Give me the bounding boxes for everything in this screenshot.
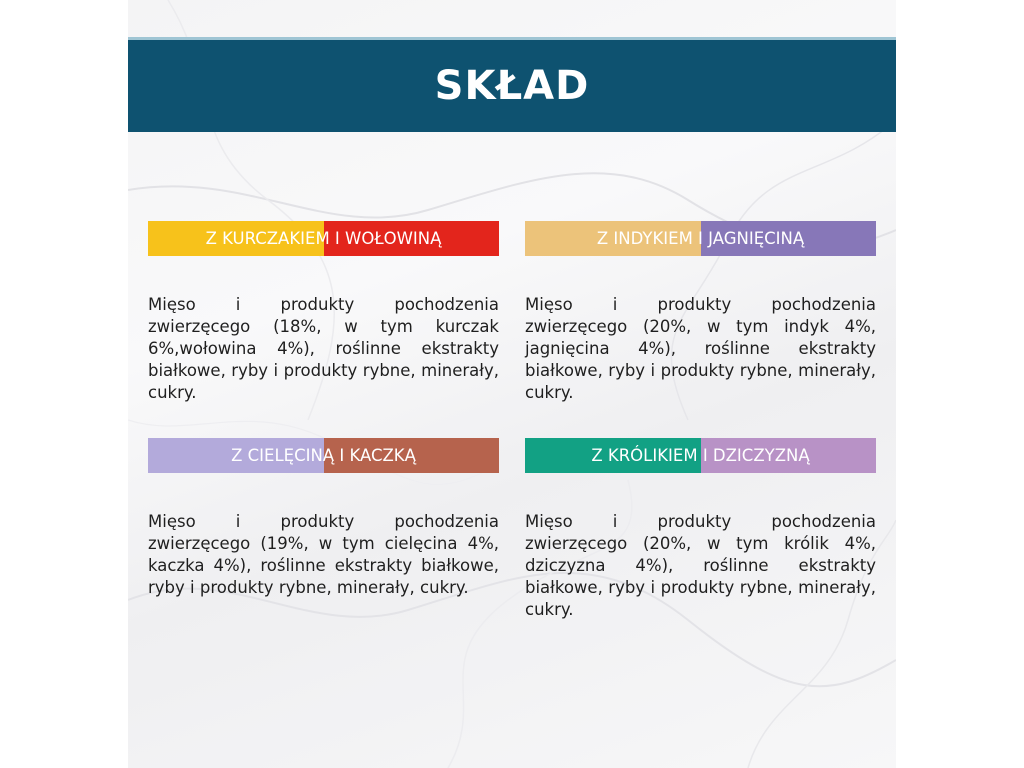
- section-description: Mięso i produkty pochodzenia zwierzęcego (20%, w tym królik 4%, dziczyzna 4%), roślinne ekstrakty białkowe, ryby i produkty rybne, minerały, cukry.: [525, 512, 876, 619]
- section-label: Z KURCZAKIEM I WOŁOWINĄ: [205, 229, 442, 248]
- section-label: Z KRÓLIKIEM I DZICZYZNĄ: [591, 446, 810, 465]
- section-description: Mięso i produkty pochodzenia zwierzęcego (20%, w tym indyk 4%, jagnięcina 4%), roślinne ekstrakty białkowe, ryby i produkty rybne, minerały, cukry.: [525, 295, 876, 402]
- section-description: Mięso i produkty pochodzenia zwierzęcego (18%, w tym kurczak 6%,wołowina 4%), roślinne ekstrakty białkowe, ryby i produkty rybne, minerały, cukry.: [148, 295, 499, 402]
- label-bar: [148, 221, 499, 256]
- composition-panel: [128, 0, 896, 768]
- label-bar: [148, 438, 499, 473]
- label-bar: [525, 221, 876, 256]
- section-veal-duck: [148, 438, 499, 599]
- section-label: Z CIELĘCINĄ I KACZKĄ: [231, 446, 416, 465]
- page-title: SKŁAD: [434, 63, 590, 109]
- section-turkey-lamb: [525, 221, 876, 404]
- section-description: Mięso i produkty pochodzenia zwierzęcego (19%, w tym cielęcina 4%, kaczka 4%), roślinne ekstrakty białkowe, ryby i produkty rybne, minerały, cukry.: [148, 512, 499, 597]
- section-chicken-beef: [148, 221, 499, 404]
- header-banner: [128, 37, 896, 132]
- section-label: Z INDYKIEM I JAGNIĘCINĄ: [596, 229, 805, 248]
- label-bar: [525, 438, 876, 473]
- section-rabbit-game: [525, 438, 876, 621]
